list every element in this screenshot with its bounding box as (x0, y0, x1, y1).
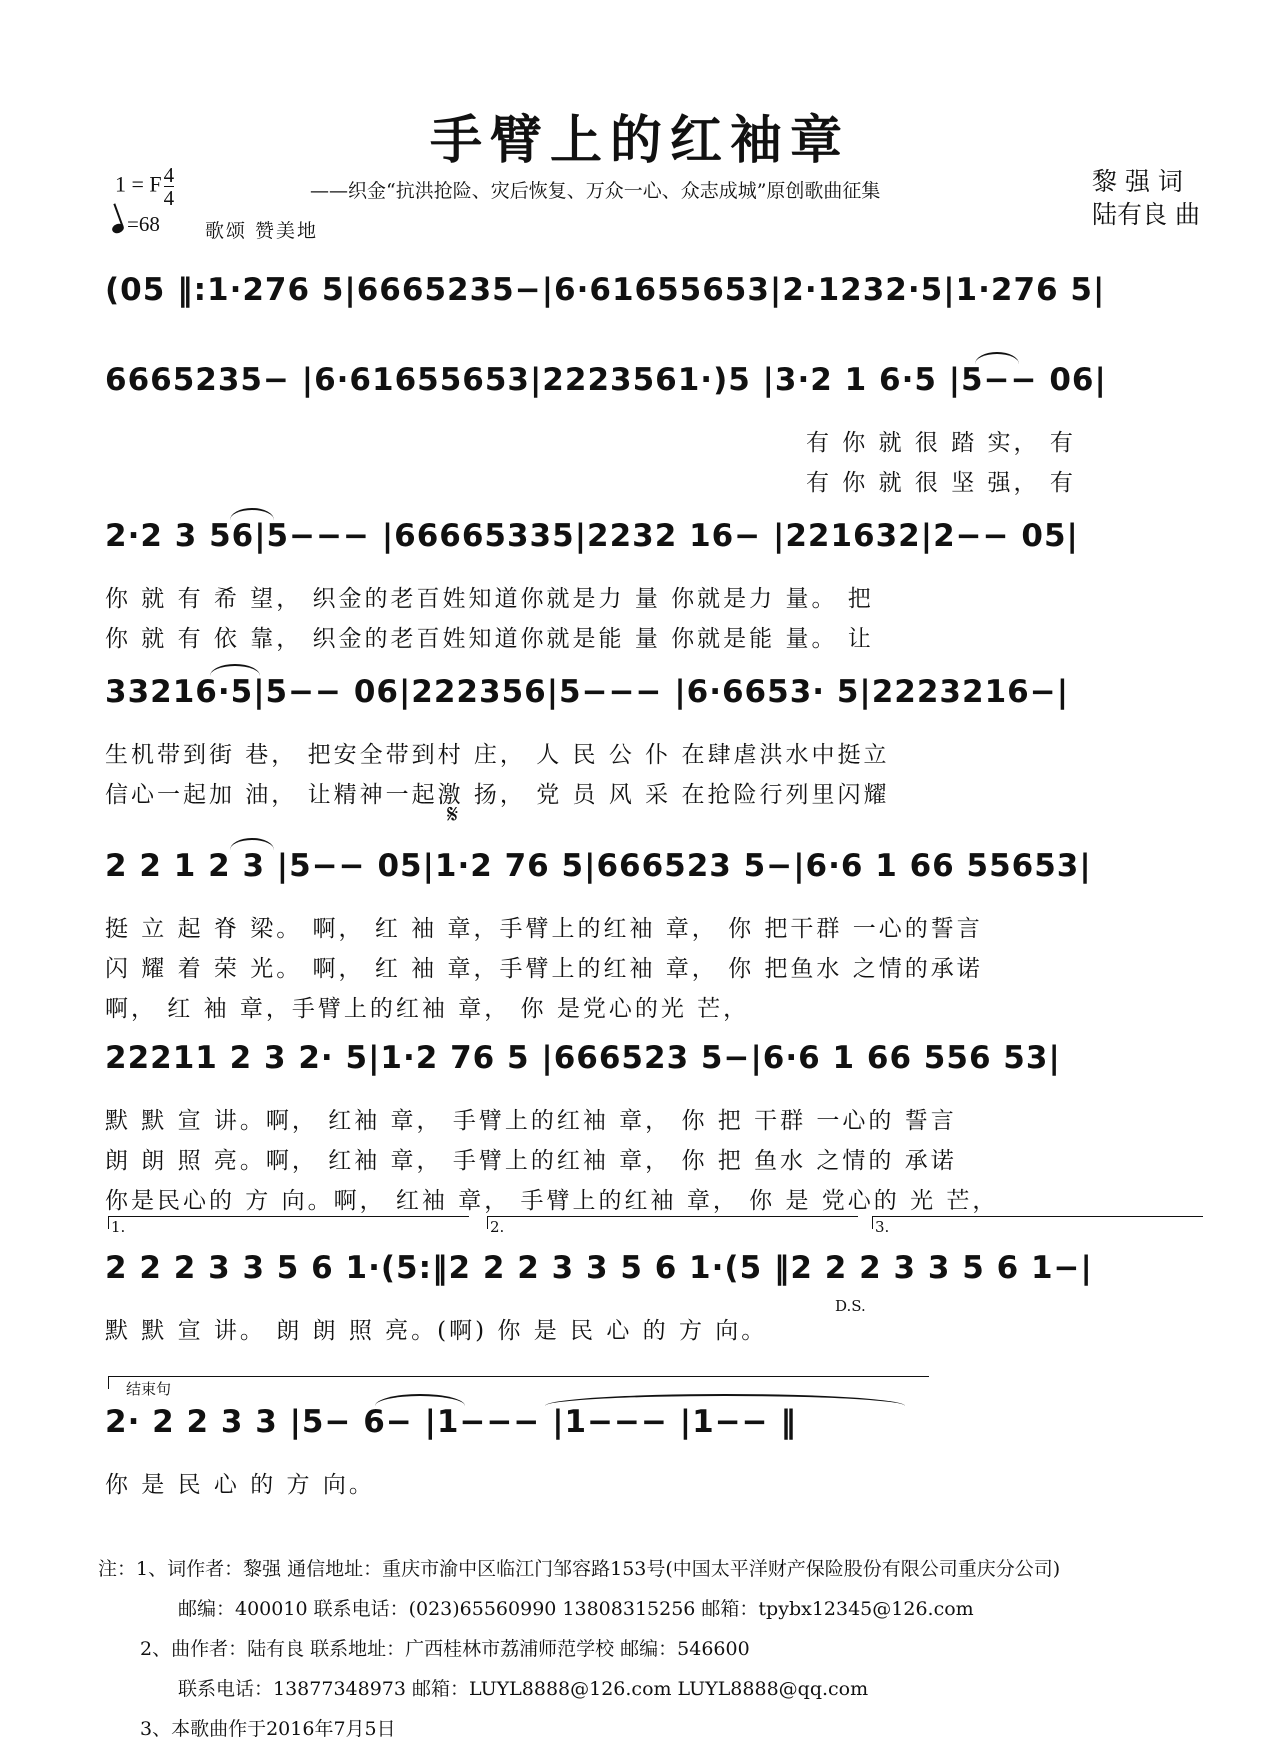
volta-bracket-2 (487, 1216, 858, 1229)
lyric-line-7: 默 默 宣 讲。 朗 朗 照 亮。(啊) 你 是 民 心 的 方 向。 (105, 1318, 768, 1344)
volta-bracket-1 (108, 1216, 469, 1229)
volta-bracket-3 (872, 1216, 1203, 1229)
lyric-line-4a: 生机带到街 巷， 把安全带到村 庄， 人 民 公 仆 在肆虐洪水中挺立 (105, 742, 890, 768)
song-title: 手臂上的红袖章 (429, 110, 850, 171)
volta-3-label: 3. (875, 1218, 890, 1236)
volta-1-label: 1. (111, 1218, 126, 1236)
lyric-line-3a: 你 就 有 希 望， 织金的老百姓知道你就是力 量 你就是力 量。 把 (105, 586, 874, 612)
segno-sign: 𝄋 (447, 800, 459, 830)
lyric-line-6a: 默 默 宣 讲。啊， 红袖 章， 手臂上的红袖 章， 你 把 干群 一心的 誓言 (105, 1108, 957, 1134)
ds-marking: D.S. (835, 1297, 866, 1315)
lyric-line-3b: 你 就 有 依 靠， 织金的老百姓知道你就是能 量 你就是能 量。 让 (105, 626, 874, 652)
footer-line-4: 联系电话：13877348973 邮箱：LUYL8888@126.com LUYL8888@qq.com (178, 1678, 869, 1700)
tempo-marking: =68 (112, 212, 160, 237)
lyricist-credit: 黎 强 词 (1092, 167, 1183, 196)
lyric-line-5a: 挺 立 起 脊 梁。 啊， 红 袖 章，手臂上的红袖 章， 你 把干群 一心的誓言 (105, 916, 983, 942)
footer-line-3: 2、曲作者：陆有良 联系地址：广西桂林市荔浦师范学校 邮编：546600 (140, 1638, 750, 1660)
lyric-line-2a: 有 你 就 很 踏 实， 有 (806, 430, 1076, 456)
score-line-2: 6665235− |6·61655653|2223561·)5 |3·2 1 6·5 |5−− 06| (105, 362, 1107, 398)
style-marking: 歌颂 赞美地 (205, 220, 319, 242)
score-line-5: 2 2 1 2 3 |5−− 05|1·2 76 5|666523 5−|6·6 1 66 55653| (105, 848, 1092, 884)
footer-line-2: 邮编：400010 联系电话：(023)65560990 13808315256 邮箱：tpybx12345@126.com (178, 1598, 974, 1620)
quarter-note-icon (111, 222, 125, 235)
volta-2-label: 2. (490, 1218, 505, 1236)
score-line-1: (05 ‖:1·276 5|6665235−|6·61655653|2·1232·5|1·276 5| (105, 272, 1106, 308)
lyric-line-4b: 信心一起加 油， 让精神一起激 扬， 党 员 风 采 在抢险行列里闪耀 (105, 782, 890, 808)
score-line-7: 2 2 2 3 3 5 6 1·(5:‖2 2 2 3 3 5 6 1·(5 ‖2 2 2 3 3 5 6 1−| (105, 1250, 1093, 1286)
slur (545, 1394, 905, 1406)
key-label: 1 = F (115, 171, 162, 197)
lyric-line-5b: 闪 耀 着 荣 光。 啊， 红 袖 章，手臂上的红袖 章， 你 把鱼水 之情的承诺 (105, 956, 983, 982)
key-signature (115, 164, 174, 209)
footer-line-5: 3、本歌曲作于2016年7月5日 (140, 1718, 396, 1740)
song-subtitle: ——织金“抗洪抢险、灾后恢复、万众一心、众志成城”原创歌曲征集 (310, 180, 881, 202)
coda-label: 结束句 (126, 1380, 172, 1398)
lyric-line-6c: 你是民心的 方 向。啊， 红袖 章， 手臂上的红袖 章， 你 是 党心的 光 芒， (105, 1188, 999, 1214)
lyric-line-6b: 朗 朗 照 亮。啊， 红袖 章， 手臂上的红袖 章， 你 把 鱼水 之情的 承诺 (105, 1148, 957, 1174)
footer-line-1: 注：1、词作者：黎强 通信地址：重庆市渝中区临江门邹容路153号(中国太平洋财产保险股份有限公司重庆分公司) (98, 1558, 1061, 1580)
slur (975, 352, 1019, 364)
lyric-line-8: 你 是 民 心 的 方 向。 (105, 1472, 375, 1498)
score-line-3: 2·2 3 56|5−−− |66665335|2232 16− |221632|2−− 05| (105, 518, 1079, 554)
score-line-6: 22211 2 3 2· 5|1·2 76 5 |666523 5−|6·6 1 66 556 53| (105, 1040, 1061, 1076)
lyric-line-2b: 有 你 就 很 坚 强， 有 (806, 470, 1076, 496)
slur (230, 508, 274, 520)
coda-bracket (108, 1376, 929, 1389)
score-line-8: 2· 2 2 3 3 |5− 6− |1−−− |1−−− |1−− ‖ (105, 1404, 797, 1440)
slur (375, 1394, 465, 1406)
slur (230, 838, 274, 850)
score-line-4: 33216·5|5−− 06|222356|5−−− |6·6653· 5|2223216−| (105, 674, 1070, 710)
slur (210, 664, 260, 676)
time-signature: $\frac{4}{4}$ (163, 163, 175, 210)
lyric-line-5c: 啊， 红 袖 章，手臂上的红袖 章， 你 是党心的光 芒， (105, 996, 750, 1022)
composer-credit: 陆有良 曲 (1092, 200, 1200, 229)
